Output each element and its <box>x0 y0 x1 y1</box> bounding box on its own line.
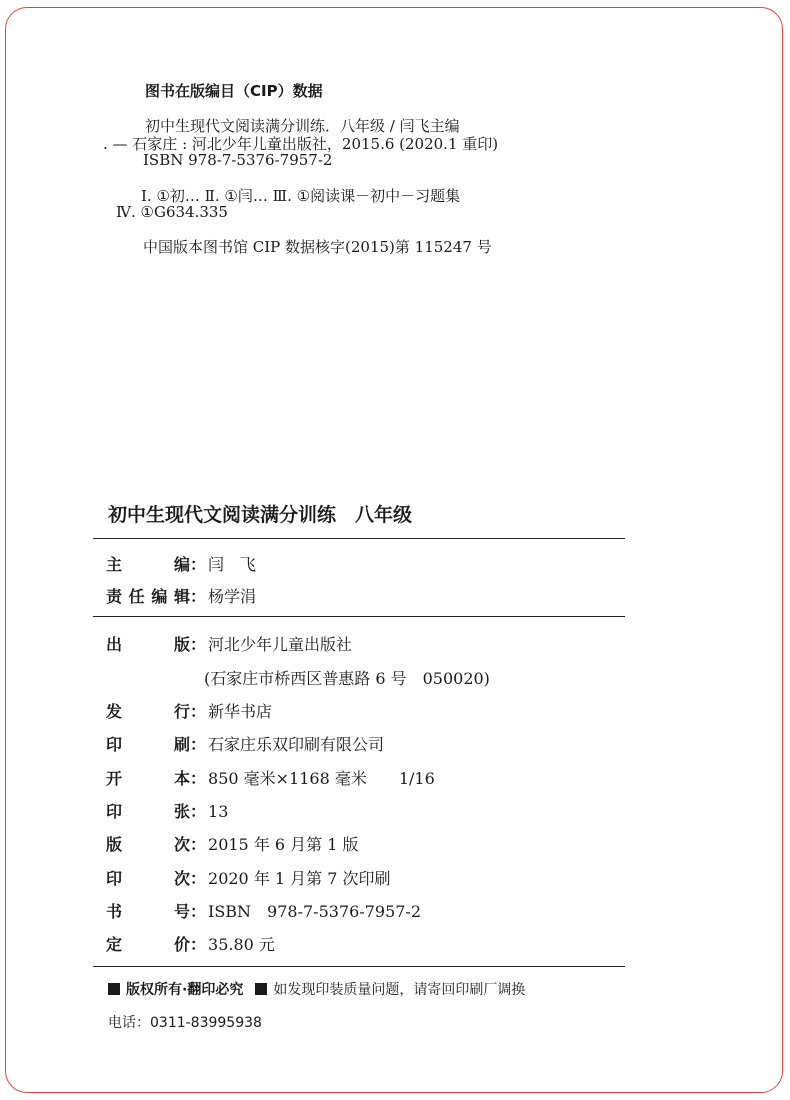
responsible-editor-row: 责 任 编 辑 ： 杨学涓 <box>106 584 256 607</box>
cip-title: 图书在版编目（CIP）数据 <box>145 82 323 100</box>
cip-line-6: 中国版本图书馆 CIP 数据核字(2015)第 115247 号 <box>143 238 492 256</box>
pub-row-isbn: 书 号 ： ISBN 978-7-5376-7957-2 <box>106 902 422 921</box>
editor-row: 主 编 ： 闫 飞 <box>106 552 256 575</box>
pub-row-format: 开 本 ： 850 毫米×1168 毫米 1/16 <box>106 769 435 788</box>
pub-row-printer: 印 刷 ： 石家庄乐双印刷有限公司 <box>106 735 385 754</box>
copyright-text: 版权所有·翻印必究 <box>126 982 244 998</box>
pub-row-price: 定 价 ： 35.80 元 <box>106 935 275 954</box>
cip-line-4: Ⅰ. ①初… Ⅱ. ①闫… Ⅲ. ①阅读课－初中－习题集 <box>141 187 461 205</box>
responsible-editor-value: 杨学涓 <box>208 587 257 606</box>
square-bullet-icon <box>255 983 267 995</box>
editor-value: 闫 飞 <box>208 555 257 574</box>
pub-row-printing: 印 次 ： 2020 年 1 月第 7 次印刷 <box>106 869 391 888</box>
cip-line-1: 初中生现代文阅读满分训练．八年级 / 闫飞主编 <box>145 117 460 135</box>
divider-bottom <box>93 966 625 967</box>
pub-row-edition: 版 次 ： 2015 年 6 月第 1 版 <box>106 835 359 854</box>
cip-line-3: ISBN 978-7-5376-7957-2 <box>143 151 333 169</box>
footer-notice <box>108 979 525 999</box>
book-title: 初中生现代文阅读满分训练 八年级 <box>108 504 413 526</box>
editor-label: 主 编 <box>106 555 190 574</box>
quality-notice-text: 如发现印装质量问题，请寄回印刷厂调换 <box>273 982 526 998</box>
pub-row-publisher: 出 版 ： 河北少年儿童出版社 <box>106 632 352 655</box>
publisher-address: (石家庄市桥西区普惠路 6 号 050020) <box>204 669 490 688</box>
publisher-value: 河北少年儿童出版社 <box>208 635 353 654</box>
square-bullet-icon <box>108 983 120 995</box>
cip-line-5: Ⅳ. ①G634.335 <box>116 203 228 221</box>
phone-number: 电话：0311-83995938 <box>108 1015 262 1031</box>
page-border <box>5 7 783 1093</box>
pub-row-sheets: 印 张 ： 13 <box>106 802 229 821</box>
cip-line-2: . — 石家庄 : 河北少年儿童出版社，2015.6 (2020.1 重印) <box>103 135 499 153</box>
divider-top <box>93 538 625 539</box>
divider-middle <box>93 616 625 617</box>
responsible-editor-label: 责 任 编 辑 <box>106 587 190 606</box>
pub-row-distributor: 发 行 ： 新华书店 <box>106 702 273 721</box>
